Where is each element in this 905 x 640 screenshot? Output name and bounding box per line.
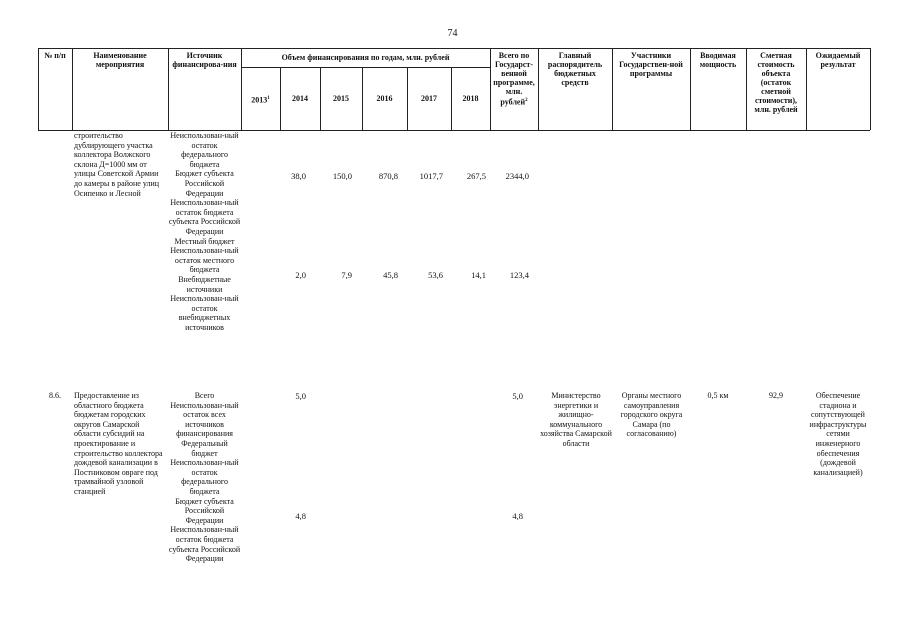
value-2014: 2,0 (295, 270, 306, 280)
header-year-2018: 2018 (462, 94, 479, 103)
value-2018: 267,5 (466, 171, 486, 181)
source-item: Федеральный бюджет (181, 438, 228, 458)
header-participants: Участники Государствен-ной программы (619, 51, 683, 78)
header-manager: Главный распорядитель бюджетных средств (547, 51, 603, 87)
section2-name: Предоставление из областного бюджета бюджетам городских округов Самарской области субсидий на проектирование и строительство коллектора дождевой канализации в Постниковом овраге под трамвайной узловой станцией (74, 391, 163, 496)
source-item: Неиспользован-ный остаток всех источников финансирования (170, 400, 239, 439)
value-2015: 150,0 (332, 171, 352, 181)
header-result: Ожидаемый результат (815, 51, 861, 69)
header-name: Наименование мероприятия (93, 51, 147, 69)
section2-manager: Министерство энергетики и жилищно-коммунального хозяйства Самарской области (540, 391, 612, 448)
section2-result: Обеспечение стадиона и сопутствующей инфраструктуры сетями инженерного обеспечения (дождевой канализацией) (809, 391, 867, 477)
header-year-2014: 2014 (292, 94, 308, 103)
value-2017: 53,6 (428, 270, 443, 280)
section2-cost: 92,9 (769, 391, 783, 400)
header-year-2016: 2016 (376, 94, 393, 103)
source-item: Внебюджетные источники (178, 274, 231, 294)
value-total: 4,8 (512, 511, 523, 521)
source-item: Неиспользован-ный остаток местного бюджета (170, 246, 239, 275)
source-item: Неиспользован-ный остаток федерального бюджета (170, 458, 239, 496)
value-total: 2344,0 (505, 171, 529, 181)
source-item: Неиспользован-ный остаток внебюджетных источников (170, 294, 239, 332)
header-source: Источник финансирова-ния (172, 51, 237, 69)
value-total: 123,4 (509, 270, 529, 280)
value-total: 5,0 (512, 391, 523, 401)
value-2016: 870,8 (378, 171, 398, 181)
header-cost: Сметная стоимость объекта (остаток сметной стоимости), млн. рублей (754, 51, 798, 114)
section1-name: строительство дублирующего участка коллектора Волжского склона Д=1000 мм от улицы Советской Армии до камеры в районе улиц Осипенко и Лесной (74, 131, 160, 198)
page-number: 74 (447, 28, 458, 39)
value-2014: 4,8 (295, 511, 306, 521)
header-year-2013: 2013$^1$ (251, 95, 270, 105)
header-num: № п/п (44, 51, 66, 60)
value-2014: 5,0 (295, 391, 306, 401)
section2-capacity: 0,5 км (707, 391, 729, 400)
header-year-2015: 2015 (333, 94, 349, 103)
header-total: Всего по Государст-венной программе, млн. рублей$^2$ (493, 51, 535, 107)
header-year-2017: 2017 (421, 94, 437, 103)
source-item: Неиспользован-ный остаток бюджета субъекта Российской Федерации (168, 525, 241, 564)
value-2016: 45,8 (383, 270, 398, 280)
value-2014: 38,0 (291, 171, 306, 181)
source-item: Местный бюджет (174, 236, 235, 246)
section2-participants: Органы местного самоуправления городского округа Самара (по согласованию) (620, 391, 683, 439)
section2-num: 8.6. (49, 391, 61, 400)
value-2018: 14,1 (471, 270, 486, 280)
section2-sources (168, 391, 241, 564)
source-item: Неиспользован-ный остаток федерального бюджета (170, 131, 239, 169)
source-item: Всего (194, 391, 215, 400)
source-item: Неиспользован-ный остаток бюджета субъекта Российской Федерации (168, 198, 241, 236)
source-item: Бюджет субъекта Российской Федерации (175, 496, 234, 525)
section1-sources (168, 131, 241, 332)
header-capacity: Вводимая мощность (699, 51, 737, 69)
value-2015: 7,9 (341, 270, 352, 280)
source-item: Бюджет субъекта Российской Федерации (175, 169, 234, 198)
header-volume: Объем финансирования по годам, млн. рублей (281, 53, 450, 62)
value-2017: 1017,7 (419, 171, 443, 181)
